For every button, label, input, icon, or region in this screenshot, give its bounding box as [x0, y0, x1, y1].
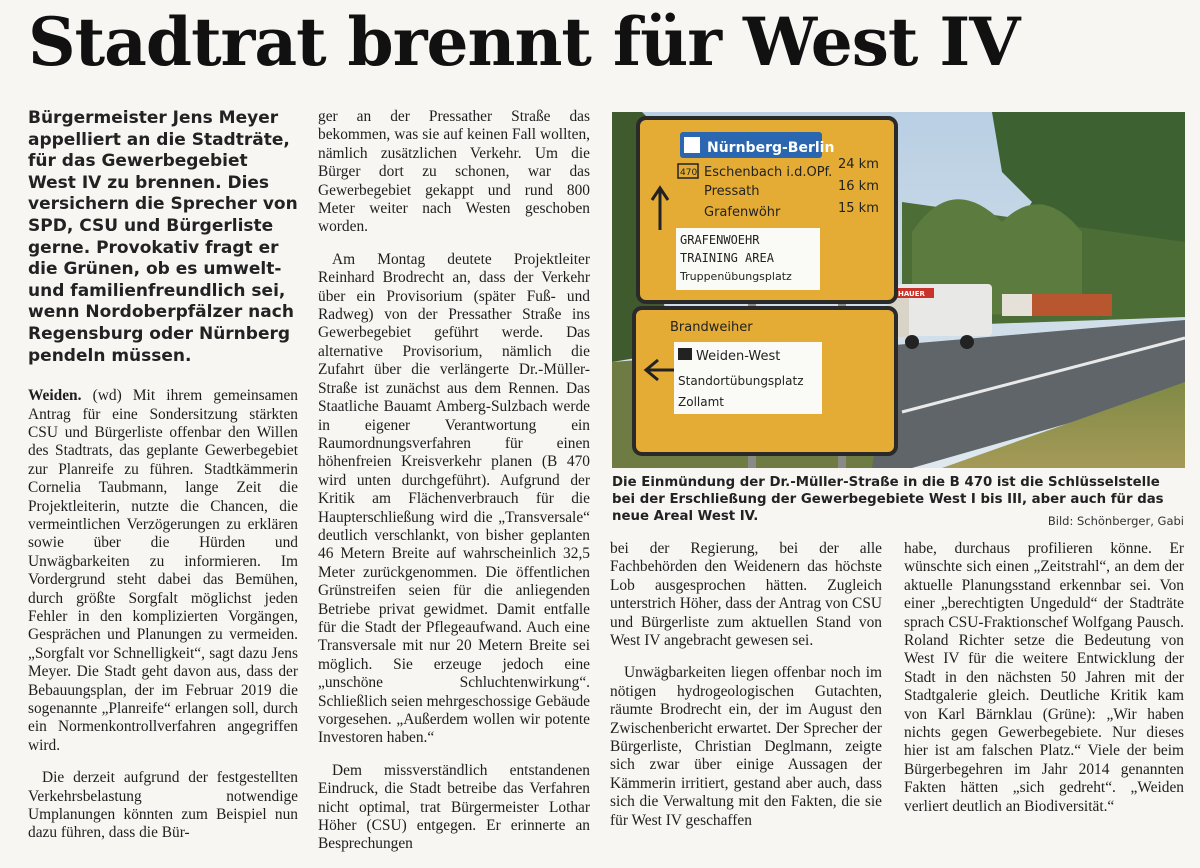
body-paragraph [28, 387, 298, 755]
truck-label: HAUER [898, 290, 925, 298]
autobahn-destination: Nürnberg-Berlin [707, 140, 835, 156]
body-paragraph: bei der Regierung, bei der alle Fachbehörden den Weidenern das höchste Lob ausgesprochen hätten. Zugleich unterstrich Höher, dass der Antrag von CSU und Bürgerliste zum aktuellen Stand von West IV angebracht gewesen sei. [610, 540, 882, 650]
body-paragraph: Dem missverständlich entstandenen Eindruck, die Stadt betreibe das Verfahren nicht optimal, trat Bürgermeister Lothar Höher (CSU) entgegen. Er erinnerte an Besprechungen [318, 761, 590, 853]
body-text: (wd) Mit ihrem gemeinsamen Antrag für eine Sondersitzung stärkten CSU und Bürgerliste offenbar den Willen des Stadtrats, das geplante Gewerbegebiet zur Planreife zu führen. Stadtkämmerin Cornelia Taubmann, lange Zeit die Projektleiterin, nutzte die Chancen, die vermeintlichen Verzögerungen zu erklären sowie über die Hürden und Unwägbarkeiten zu informieren. Im Vordergrund steht dabei das Bemühen, durch größte Sorgfalt möglichst jeden Fehler in den komplizierten Vorgängen, Gesprächen und Planungen zu vermeiden. „Sorgfalt vor Schnelligkeit“, sagt dazu Jens Meyer. Die Stadt geht davon aus, dass der Bebauungsplan, der im Februar 2019 die sogenannte „Planreife“ erlangen soll, durch ein Normenkontrollverfahren angegriffen wird. [28, 387, 298, 754]
distance-3: 15 km [838, 201, 879, 216]
route-number: 470 [680, 168, 698, 178]
article-column-2 [318, 108, 590, 868]
training-area-line-2: TRAINING AREA [680, 251, 774, 265]
destination-2: Pressath [704, 184, 760, 199]
article-column-1 [28, 108, 298, 857]
body-paragraph: Am Montag deutete Projektleiter Reinhard Brodrecht an, dass der Verkehr über ein Provisorium (später Fuß- und Radweg) von der Pressather Straße ins Gewerbegebiet geführt werde. Das alternative Provisorium, nämlich die Zufahrt über die verlängerte Dr.-Müller-Straße ist zunächst aus dem Rennen. Das Staatliche Bauamt Amberg-Sulzbach werde in eigener Verantwortung ein Raumordnungsverfahren für einen höhenfreien Kreisverkehr planen (B 470 wird unten durchgeführt). Aufgrund der Kritik am Flächenverbrauch für die Haupterschließung wird die „Transversale“ deutlich verschlankt, von bisher geplanten 46 Metern Breite auf wahrscheinlich 32,5 Meter zurückgenommen. Die öffentlichen Grünstreifen seien für die anliegenden Betriebe privat gewidmet. Damit entfalle für die Stadt der Pflegeaufwand. Auch eine Transversale mit nur 20 Metern Breite sei möglich. Sie erzeuge jedoch eine „unschöne Schluchtenwirkung“. Schließlich seien mehrgeschossige Gebäude vorgesehen. „Außerdem wollen wir potente Investoren haben.“ [318, 250, 590, 747]
sign2-line-1: Weiden-West [696, 349, 781, 364]
lead-paragraph: Bürgermeister Jens Meyer appelliert an die Stadträte, für das Gewerbegebiet West IV zu brennen. Dies versichern die Sprecher von SPD, CSU und Bürgerliste gerne. Provokativ fragt er die Grünen, ob es umwelt- und familienfreundlich sei, wenn Nordoberpfälzer nach Regensburg oder Nürnberg pendeln müssen. [28, 108, 298, 366]
road-sign-photo [612, 112, 1185, 468]
training-area-line-1: GRAFENWOEHR [680, 233, 760, 247]
article-column-3 [610, 540, 882, 844]
article-column-4 [904, 540, 1184, 830]
sign2-line-3: Zollamt [678, 395, 724, 409]
sign2-line-2: Standortübungsplatz [678, 374, 804, 388]
training-area-line-3: Truppenübungsplatz [680, 270, 792, 283]
photo-credit: Bild: Schönberger, Gabi [1047, 514, 1184, 528]
destination-1: Eschenbach i.d.OPf. [704, 165, 833, 180]
body-paragraph: Die derzeit aufgrund der festgestellten Verkehrsbelastung notwendige Umplanungen könnten zum Beispiel nun dazu führen, dass die Bür- [28, 769, 298, 842]
distance-1: 24 km [838, 157, 879, 172]
factory-icon [678, 348, 692, 360]
dateline: Weiden. [28, 387, 82, 405]
autobahn-icon [684, 137, 700, 153]
body-paragraph: ger an der Pressather Straße das bekommen, was sie auf keinen Fall wollten, nämlich zusätzlichen Verkehr. Um die Bürger dort zu schonen, war das Gewerbegebiet gekappt und rund 800 Meter weiter nach Westen geschoben worden. [318, 108, 590, 236]
truck-distant-red [1032, 294, 1112, 316]
headline: Stadtrat brennt für West IV [28, 3, 1020, 81]
sign2-title: Brandweiher [670, 320, 753, 335]
article-photo [612, 112, 1185, 468]
distance-2: 16 km [838, 179, 879, 194]
direction-sign-secondary [634, 308, 896, 454]
photo-caption: Die Einmündung der Dr.-Müller-Straße in die B 470 ist die Schlüsselstelle bei der Erschließung der Gewerbegebiete West I bis III, aber auch für das neue Areal West IV. [612, 475, 1164, 524]
body-paragraph: habe, durchaus profilieren könne. Er wünschte sich einen „Zeitstrahl“, an dem der aktuelle Planungsstand erkennbar sei. Von einer „berechtigten Ungeduld“ der Stadträte sprach CSU-Fraktionschef Wolfgang Pausch. Roland Richter setze die Bedeutung von West IV für die weitere Entwicklung der Stadt in den nächsten 50 Jahren mit der Stadtgalerie gleich. Deutliche Kritik kam von Karl Bärnklau (Grüne): „Wir haben nichts gegen Gewerbegebiete. Nur dieses hier ist am falschen Platz.“ Viele der beim Bürgerbegehren im Jahr 2014 genannten Fakten hätten „sich gedreht“. „Weiden verliert deutlich an Biodiversität.“ [904, 540, 1184, 815]
destination-3: Grafenwöhr [704, 205, 781, 220]
body-paragraph: Unwägbarkeiten liegen offenbar noch im nötigen hydrogeologischen Gutachten, räumte Brodrecht ein, der im August den Zwischenbericht erwartet. Der Sprecher der Bürgerliste, Christian Deglmann, zeigte sich zwar über einige Aussagen der Kämmerin irritiert, gestand aber auch, dass sich die Verwaltung mit den Fakten, die sie für West IV geschaffen [610, 664, 882, 829]
